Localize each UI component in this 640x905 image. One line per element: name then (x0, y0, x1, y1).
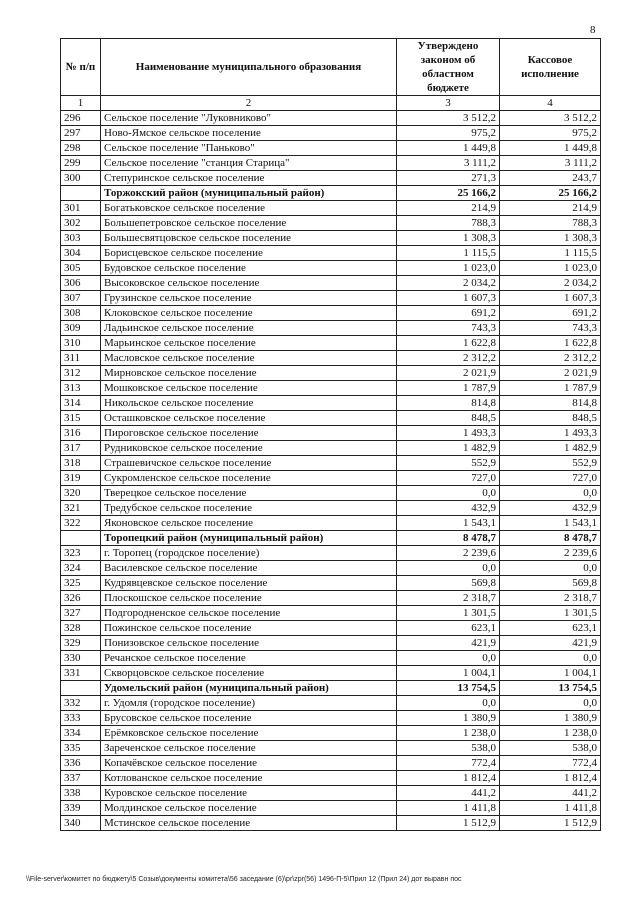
municipality-name: Василевское сельское поселение (101, 561, 397, 576)
municipality-name: Скворцовское сельское поселение (101, 666, 397, 681)
executed-amount: 0,0 (500, 651, 601, 666)
row-number: 332 (61, 696, 101, 711)
approved-amount: 975,2 (397, 126, 500, 141)
table-body (61, 111, 601, 831)
executed-amount: 2 312,2 (500, 351, 601, 366)
column-index: 2 (101, 96, 397, 111)
executed-amount: 25 166,2 (500, 186, 601, 201)
table-row (61, 651, 601, 666)
municipality-name: Котлованское сельское поселение (101, 771, 397, 786)
row-number (61, 681, 101, 696)
row-number (61, 186, 101, 201)
executed-amount: 441,2 (500, 786, 601, 801)
executed-amount: 623,1 (500, 621, 601, 636)
municipality-name: Мстинское сельское поселение (101, 816, 397, 831)
table-row (61, 801, 601, 816)
page-number: 8 (590, 24, 596, 36)
executed-amount: 1 004,1 (500, 666, 601, 681)
row-number: 316 (61, 426, 101, 441)
executed-amount: 1 380,9 (500, 711, 601, 726)
municipality-name: Ново-Ямское сельское поселение (101, 126, 397, 141)
executed-amount: 691,2 (500, 306, 601, 321)
municipality-name: Пироговское сельское поселение (101, 426, 397, 441)
approved-amount: 691,2 (397, 306, 500, 321)
header-num: № п/п (61, 39, 101, 96)
municipality-name: г. Удомля (городское поселение) (101, 696, 397, 711)
municipality-name: Пожинское сельское поселение (101, 621, 397, 636)
table-row (61, 351, 601, 366)
executed-amount: 1 301,5 (500, 606, 601, 621)
row-number: 329 (61, 636, 101, 651)
executed-amount: 1 023,0 (500, 261, 601, 276)
table-row (61, 261, 601, 276)
column-index: 1 (61, 96, 101, 111)
executed-amount: 1 607,3 (500, 291, 601, 306)
executed-amount: 1 308,3 (500, 231, 601, 246)
executed-amount: 975,2 (500, 126, 601, 141)
row-number: 326 (61, 591, 101, 606)
executed-amount: 214,9 (500, 201, 601, 216)
approved-amount: 2 021,9 (397, 366, 500, 381)
municipality-name: Речанское сельское поселение (101, 651, 397, 666)
table-row (61, 816, 601, 831)
approved-amount: 2 318,7 (397, 591, 500, 606)
executed-amount: 538,0 (500, 741, 601, 756)
table-row (61, 786, 601, 801)
row-number: 303 (61, 231, 101, 246)
row-number: 338 (61, 786, 101, 801)
table-row (61, 381, 601, 396)
table-row (61, 111, 601, 126)
table-row (61, 456, 601, 471)
municipality-name: Степуринское сельское поселение (101, 171, 397, 186)
row-number: 321 (61, 501, 101, 516)
executed-amount: 788,3 (500, 216, 601, 231)
row-number: 314 (61, 396, 101, 411)
municipality-name: Большесвятцовское сельское поселение (101, 231, 397, 246)
row-number: 304 (61, 246, 101, 261)
table-row (61, 756, 601, 771)
approved-amount: 1 543,1 (397, 516, 500, 531)
table-row (61, 606, 601, 621)
approved-amount: 538,0 (397, 741, 500, 756)
executed-amount: 1 493,3 (500, 426, 601, 441)
approved-amount: 1 622,8 (397, 336, 500, 351)
municipality-name: Ладьинское сельское поселение (101, 321, 397, 336)
row-number: 331 (61, 666, 101, 681)
approved-amount: 2 239,6 (397, 546, 500, 561)
municipality-name: Сельское поселение "Паньково" (101, 141, 397, 156)
table-row (61, 126, 601, 141)
table-row (61, 156, 601, 171)
approved-amount: 441,2 (397, 786, 500, 801)
municipality-name: Куровское сельское поселение (101, 786, 397, 801)
approved-amount: 848,5 (397, 411, 500, 426)
executed-amount: 243,7 (500, 171, 601, 186)
executed-amount: 0,0 (500, 696, 601, 711)
table-row (61, 741, 601, 756)
executed-amount: 814,8 (500, 396, 601, 411)
header-name: Наименование муниципального образования (101, 39, 397, 96)
table-row (61, 216, 601, 231)
approved-amount: 1 493,3 (397, 426, 500, 441)
row-number: 337 (61, 771, 101, 786)
municipality-name: Марьинское сельское поселение (101, 336, 397, 351)
executed-amount: 2 034,2 (500, 276, 601, 291)
approved-amount: 1 238,0 (397, 726, 500, 741)
table-row (61, 336, 601, 351)
row-number: 330 (61, 651, 101, 666)
table-row (61, 291, 601, 306)
table-row (61, 576, 601, 591)
approved-amount: 1 449,8 (397, 141, 500, 156)
table-row (61, 411, 601, 426)
table-row (61, 666, 601, 681)
approved-amount: 25 166,2 (397, 186, 500, 201)
table-row (61, 726, 601, 741)
row-number: 311 (61, 351, 101, 366)
table-row (61, 141, 601, 156)
municipality-name: Никольское сельское поселение (101, 396, 397, 411)
row-number: 323 (61, 546, 101, 561)
row-number: 325 (61, 576, 101, 591)
executed-amount: 3 111,2 (500, 156, 601, 171)
approved-amount: 1 023,0 (397, 261, 500, 276)
executed-amount: 1 812,4 (500, 771, 601, 786)
approved-amount: 421,9 (397, 636, 500, 651)
row-number: 319 (61, 471, 101, 486)
executed-amount: 13 754,5 (500, 681, 601, 696)
approved-amount: 0,0 (397, 696, 500, 711)
executed-amount: 1 482,9 (500, 441, 601, 456)
table-row (61, 321, 601, 336)
executed-amount: 8 478,7 (500, 531, 601, 546)
executed-amount: 2 239,6 (500, 546, 601, 561)
row-number: 307 (61, 291, 101, 306)
municipality-name: Торопецкий район (муниципальный район) (101, 531, 397, 546)
row-number: 308 (61, 306, 101, 321)
municipality-name: Высоковское сельское поселение (101, 276, 397, 291)
row-number: 305 (61, 261, 101, 276)
table-row (61, 771, 601, 786)
row-number: 318 (61, 456, 101, 471)
approved-amount: 271,3 (397, 171, 500, 186)
approved-amount: 1 301,5 (397, 606, 500, 621)
table-row (61, 396, 601, 411)
approved-amount: 432,9 (397, 501, 500, 516)
municipality-name: Копачёвское сельское поселение (101, 756, 397, 771)
table-row (61, 486, 601, 501)
municipality-name: Тверецкое сельское поселение (101, 486, 397, 501)
executed-amount: 1 787,9 (500, 381, 601, 396)
municipality-name: Мирновское сельское поселение (101, 366, 397, 381)
table-row (61, 591, 601, 606)
executed-amount: 772,4 (500, 756, 601, 771)
approved-amount: 623,1 (397, 621, 500, 636)
row-number: 313 (61, 381, 101, 396)
row-number: 296 (61, 111, 101, 126)
executed-amount: 421,9 (500, 636, 601, 651)
approved-amount: 1 787,9 (397, 381, 500, 396)
table-row (61, 366, 601, 381)
municipality-name: Страшевичское сельское поселение (101, 456, 397, 471)
approved-amount: 743,3 (397, 321, 500, 336)
table-row (61, 201, 601, 216)
municipality-name: Сельское поселение "станция Старица" (101, 156, 397, 171)
budget-table (60, 38, 601, 831)
municipality-name: Борисцевское сельское поселение (101, 246, 397, 261)
executed-amount: 1 622,8 (500, 336, 601, 351)
municipality-name: Торжокский район (муниципальный район) (101, 186, 397, 201)
executed-amount: 3 512,2 (500, 111, 601, 126)
header-approved: Утверждено законом об областном бюджете (397, 39, 500, 96)
table-header-row (61, 39, 601, 96)
municipality-name: Тредубское сельское поселение (101, 501, 397, 516)
approved-amount: 0,0 (397, 486, 500, 501)
municipality-name: Сельское поселение "Луковниково" (101, 111, 397, 126)
executed-amount: 1 238,0 (500, 726, 601, 741)
executed-amount: 432,9 (500, 501, 601, 516)
approved-amount: 552,9 (397, 456, 500, 471)
approved-amount: 1 512,9 (397, 816, 500, 831)
row-number: 322 (61, 516, 101, 531)
table-row (61, 171, 601, 186)
approved-amount: 214,9 (397, 201, 500, 216)
approved-amount: 1 482,9 (397, 441, 500, 456)
table-row (61, 471, 601, 486)
municipality-name: Будовское сельское поселение (101, 261, 397, 276)
table-row (61, 516, 601, 531)
municipality-name: Понизовское сельское поселение (101, 636, 397, 651)
executed-amount: 2 021,9 (500, 366, 601, 381)
row-number: 299 (61, 156, 101, 171)
table-row (61, 441, 601, 456)
executed-amount: 2 318,7 (500, 591, 601, 606)
approved-amount: 1 004,1 (397, 666, 500, 681)
approved-amount: 1 115,5 (397, 246, 500, 261)
municipality-name: г. Торопец (городское поселение) (101, 546, 397, 561)
approved-amount: 0,0 (397, 651, 500, 666)
approved-amount: 8 478,7 (397, 531, 500, 546)
approved-amount: 1 308,3 (397, 231, 500, 246)
approved-amount: 1 411,8 (397, 801, 500, 816)
municipality-name: Кудрявцевское сельское поселение (101, 576, 397, 591)
municipality-name: Осташковское сельское поселение (101, 411, 397, 426)
row-number: 301 (61, 201, 101, 216)
table-row (61, 246, 601, 261)
executed-amount: 552,9 (500, 456, 601, 471)
municipality-name: Масловское сельское поселение (101, 351, 397, 366)
executed-amount: 1 411,8 (500, 801, 601, 816)
municipality-name: Ерёмковское сельское поселение (101, 726, 397, 741)
approved-amount: 1 607,3 (397, 291, 500, 306)
row-number: 297 (61, 126, 101, 141)
executed-amount: 1 512,9 (500, 816, 601, 831)
row-number: 309 (61, 321, 101, 336)
table-row (61, 306, 601, 321)
row-number: 310 (61, 336, 101, 351)
executed-amount: 1 449,8 (500, 141, 601, 156)
row-number: 334 (61, 726, 101, 741)
row-number: 300 (61, 171, 101, 186)
approved-amount: 13 754,5 (397, 681, 500, 696)
municipality-name: Большепетровское сельское поселение (101, 216, 397, 231)
executed-amount: 1 115,5 (500, 246, 601, 261)
table-row (61, 546, 601, 561)
district-total-row (61, 531, 601, 546)
approved-amount: 0,0 (397, 561, 500, 576)
municipality-name: Брусовское сельское поселение (101, 711, 397, 726)
approved-amount: 772,4 (397, 756, 500, 771)
municipality-name: Молдинское сельское поселение (101, 801, 397, 816)
table-row (61, 621, 601, 636)
approved-amount: 727,0 (397, 471, 500, 486)
row-number: 317 (61, 441, 101, 456)
approved-amount: 1 380,9 (397, 711, 500, 726)
row-number: 340 (61, 816, 101, 831)
row-number: 333 (61, 711, 101, 726)
district-total-row (61, 186, 601, 201)
executed-amount: 727,0 (500, 471, 601, 486)
executed-amount: 743,3 (500, 321, 601, 336)
table-row (61, 276, 601, 291)
approved-amount: 1 812,4 (397, 771, 500, 786)
row-number: 335 (61, 741, 101, 756)
file-path-footer: \\File-server\комитет по бюджету\5 Созыв\документы комитета\56 заседание (6)\pr\zpr(56) 1496-П-5\Прил 12 (Прил 24) дот выравн пос (26, 876, 462, 883)
row-number: 336 (61, 756, 101, 771)
row-number: 298 (61, 141, 101, 156)
table-row (61, 501, 601, 516)
row-number: 312 (61, 366, 101, 381)
row-number: 302 (61, 216, 101, 231)
table-row (61, 561, 601, 576)
column-index: 3 (397, 96, 500, 111)
table-row (61, 231, 601, 246)
approved-amount: 814,8 (397, 396, 500, 411)
approved-amount: 569,8 (397, 576, 500, 591)
approved-amount: 3 111,2 (397, 156, 500, 171)
approved-amount: 2 034,2 (397, 276, 500, 291)
table-row (61, 426, 601, 441)
executed-amount: 0,0 (500, 561, 601, 576)
table-row (61, 636, 601, 651)
row-number: 339 (61, 801, 101, 816)
executed-amount: 0,0 (500, 486, 601, 501)
row-number: 327 (61, 606, 101, 621)
row-number: 315 (61, 411, 101, 426)
district-total-row (61, 681, 601, 696)
table-row (61, 696, 601, 711)
municipality-name: Яконовское сельское поселение (101, 516, 397, 531)
municipality-name: Удомельский район (муниципальный район) (101, 681, 397, 696)
municipality-name: Зареченское сельское поселение (101, 741, 397, 756)
header-executed: Кассовое исполнение (500, 39, 601, 96)
row-number (61, 531, 101, 546)
row-number: 306 (61, 276, 101, 291)
approved-amount: 788,3 (397, 216, 500, 231)
column-index: 4 (500, 96, 601, 111)
municipality-name: Грузинское сельское поселение (101, 291, 397, 306)
approved-amount: 2 312,2 (397, 351, 500, 366)
municipality-name: Подгородненское сельское поселение (101, 606, 397, 621)
municipality-name: Клоковское сельское поселение (101, 306, 397, 321)
row-number: 320 (61, 486, 101, 501)
executed-amount: 1 543,1 (500, 516, 601, 531)
approved-amount: 3 512,2 (397, 111, 500, 126)
executed-amount: 569,8 (500, 576, 601, 591)
row-number: 328 (61, 621, 101, 636)
row-number: 324 (61, 561, 101, 576)
table-row (61, 711, 601, 726)
municipality-name: Мошковское сельское поселение (101, 381, 397, 396)
municipality-name: Сукромленское сельское поселение (101, 471, 397, 486)
executed-amount: 848,5 (500, 411, 601, 426)
municipality-name: Плоскошское сельское поселение (101, 591, 397, 606)
column-index-row (61, 96, 601, 111)
municipality-name: Рудниковское сельское поселение (101, 441, 397, 456)
municipality-name: Богатьковское сельское поселение (101, 201, 397, 216)
